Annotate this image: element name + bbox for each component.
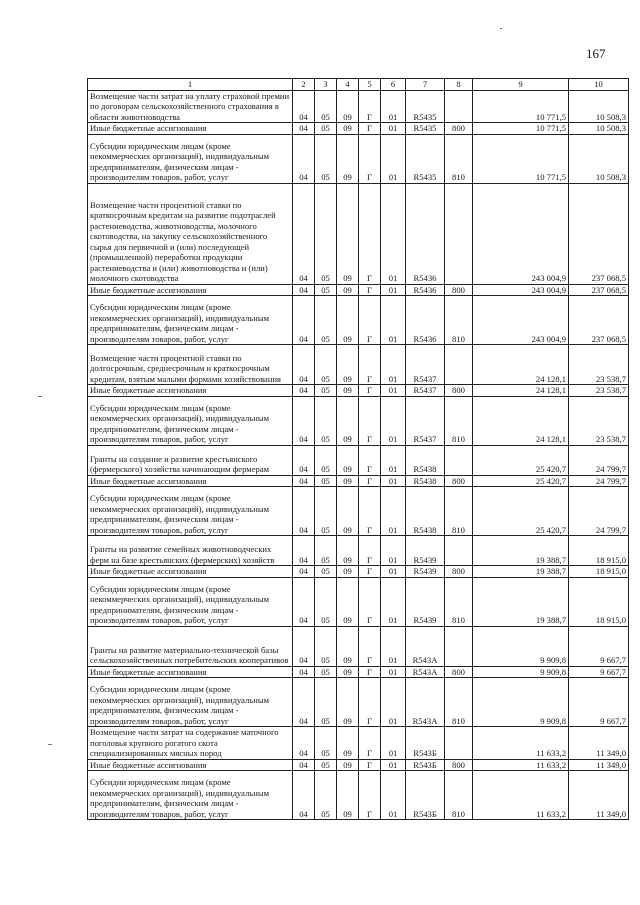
- cell-section: 04: [293, 487, 315, 536]
- row-description: Гранты на создание и развитие крестьянского (фермерского) хозяйства начинающим фермерам: [88, 445, 293, 475]
- header-row: [88, 79, 629, 91]
- row-description: Субсидии юридическим лицам (кроме некоммерческих организаций), индивидуальным предпринимателям, физическим лицам - производителям товаров, работ, услуг: [88, 577, 293, 626]
- cell-expense-type: 800: [445, 759, 473, 771]
- cell-subprogram: Г: [359, 345, 381, 385]
- cell-amount-2019: 9 667,7: [569, 626, 629, 666]
- cell-amount-2019: 24 799,7: [569, 475, 629, 487]
- cell-section: 04: [293, 771, 315, 820]
- cell-amount-2018: 11 633,2: [473, 771, 569, 820]
- cell-event: 01: [381, 296, 406, 345]
- cell-target: R5438: [406, 445, 445, 475]
- cell-program: 09: [337, 566, 359, 578]
- cell-amount-2018: 243 004,9: [473, 296, 569, 345]
- cell-program: 09: [337, 345, 359, 385]
- row-description: Гранты на развитие семейных животноводческих ферм на базе крестьянских (фермерских) хозяйств: [88, 536, 293, 566]
- column-header: 4: [337, 79, 359, 91]
- cell-amount-2018: 9 909,8: [473, 678, 569, 727]
- table-row: [88, 771, 629, 820]
- cell-target: R5439: [406, 536, 445, 566]
- cell-amount-2019: 23 538,7: [569, 385, 629, 397]
- cell-amount-2018: 24 128,1: [473, 345, 569, 385]
- table-row: [88, 487, 629, 536]
- cell-program: 09: [337, 678, 359, 727]
- cell-amount-2019: 10 508,3: [569, 90, 629, 123]
- cell-subprogram: Г: [359, 577, 381, 626]
- column-header: 3: [315, 79, 337, 91]
- cell-section: 04: [293, 385, 315, 397]
- row-description: Возмещение части процентной ставки по краткосрочным кредитам на развитие подотраслей растениеводства, животноводства, молочного скотоводства, на закупку сельскохозяйственного сырья для первичной и (или) последующей (промышленной) переработки продукции растениеводства и (или) животноводства и (или) молочного скотоводства: [88, 183, 293, 284]
- cell-expense-type: 800: [445, 123, 473, 135]
- cell-event: 01: [381, 577, 406, 626]
- cell-amount-2019: 9 667,7: [569, 666, 629, 678]
- cell-amount-2019: 11 349,0: [569, 771, 629, 820]
- cell-amount-2018: 9 909,8: [473, 666, 569, 678]
- row-description: Иные бюджетные ассигнования: [88, 759, 293, 771]
- cell-amount-2019: 23 538,7: [569, 396, 629, 445]
- cell-subsection: 05: [315, 666, 337, 678]
- cell-amount-2018: 10 771,5: [473, 123, 569, 135]
- table-row: [88, 536, 629, 566]
- cell-target: R543Б: [406, 771, 445, 820]
- cell-program: 09: [337, 90, 359, 123]
- column-header: 6: [381, 79, 406, 91]
- cell-expense-type: 800: [445, 385, 473, 397]
- table-row: [88, 577, 629, 626]
- cell-program: 09: [337, 759, 359, 771]
- row-description: Субсидии юридическим лицам (кроме некоммерческих организаций), индивидуальным предпринимателям, физическим лицам - производителям товаров, работ, услуг: [88, 296, 293, 345]
- cell-subprogram: Г: [359, 566, 381, 578]
- cell-subprogram: Г: [359, 759, 381, 771]
- cell-amount-2018: 25 420,7: [473, 487, 569, 536]
- cell-expense-type: [445, 626, 473, 666]
- cell-section: 04: [293, 577, 315, 626]
- cell-amount-2018: 19 388,7: [473, 577, 569, 626]
- row-description: Субсидии юридическим лицам (кроме некоммерческих организаций), индивидуальным предпринимателям, физическим лицам - производителям товаров, работ, услуг: [88, 487, 293, 536]
- cell-event: 01: [381, 536, 406, 566]
- cell-subsection: 05: [315, 396, 337, 445]
- cell-event: 01: [381, 475, 406, 487]
- row-description: Возмещение части процентной ставки по долгосрочным, среднесрочным и краткосрочным кредитам, взятым малыми формами хозяйствования: [88, 345, 293, 385]
- cell-program: 09: [337, 475, 359, 487]
- cell-program: 09: [337, 536, 359, 566]
- column-header: 2: [293, 79, 315, 91]
- cell-amount-2019: 24 799,7: [569, 445, 629, 475]
- cell-subprogram: Г: [359, 134, 381, 183]
- cell-expense-type: [445, 536, 473, 566]
- cell-amount-2019: 24 799,7: [569, 487, 629, 536]
- cell-amount-2018: 243 004,9: [473, 183, 569, 284]
- column-header: 7: [406, 79, 445, 91]
- cell-subprogram: Г: [359, 123, 381, 135]
- scan-mark: [38, 396, 42, 397]
- cell-subsection: 05: [315, 134, 337, 183]
- cell-expense-type: 810: [445, 396, 473, 445]
- cell-program: 09: [337, 727, 359, 760]
- cell-subsection: 05: [315, 487, 337, 536]
- table-row: [88, 385, 629, 397]
- cell-event: 01: [381, 183, 406, 284]
- cell-program: 09: [337, 284, 359, 296]
- cell-event: 01: [381, 345, 406, 385]
- cell-expense-type: 800: [445, 284, 473, 296]
- cell-subsection: 05: [315, 771, 337, 820]
- cell-target: R5439: [406, 577, 445, 626]
- cell-amount-2018: 10 771,5: [473, 134, 569, 183]
- cell-amount-2018: 25 420,7: [473, 475, 569, 487]
- cell-section: 04: [293, 666, 315, 678]
- cell-subprogram: Г: [359, 626, 381, 666]
- cell-target: R543Б: [406, 759, 445, 771]
- cell-target: R5435: [406, 134, 445, 183]
- row-description: Субсидии юридическим лицам (кроме некоммерческих организаций), индивидуальным предпринимателям, физическим лицам - производителям товаров, работ, услуг: [88, 678, 293, 727]
- table-row: [88, 475, 629, 487]
- cell-event: 01: [381, 727, 406, 760]
- cell-expense-type: 800: [445, 666, 473, 678]
- cell-section: 04: [293, 475, 315, 487]
- cell-program: 09: [337, 577, 359, 626]
- cell-amount-2018: 24 128,1: [473, 396, 569, 445]
- row-description: Иные бюджетные ассигнования: [88, 284, 293, 296]
- row-description: Субсидии юридическим лицам (кроме некоммерческих организаций), индивидуальным предпринимателям, физическим лицам - производителям товаров, работ, услуг: [88, 134, 293, 183]
- cell-amount-2019: 237 068,5: [569, 284, 629, 296]
- cell-amount-2018: 10 771,5: [473, 90, 569, 123]
- cell-program: 09: [337, 487, 359, 536]
- row-description: Возмещение части затрат на содержание маточного поголовья крупного рогатого скота специализированных мясных пород: [88, 727, 293, 760]
- cell-expense-type: 810: [445, 487, 473, 536]
- cell-section: 04: [293, 134, 315, 183]
- row-description: Возмещение части затрат на уплату страховой премии по договорам сельскохозяйственного страхования в области животноводства: [88, 90, 293, 123]
- table-row: [88, 296, 629, 345]
- cell-section: 04: [293, 284, 315, 296]
- cell-subsection: 05: [315, 626, 337, 666]
- cell-amount-2019: 10 508,3: [569, 123, 629, 135]
- cell-subprogram: Г: [359, 385, 381, 397]
- cell-target: R5436: [406, 183, 445, 284]
- cell-subsection: 05: [315, 90, 337, 123]
- table-row: [88, 396, 629, 445]
- cell-event: 01: [381, 385, 406, 397]
- cell-section: 04: [293, 396, 315, 445]
- cell-target: R543Б: [406, 727, 445, 760]
- cell-amount-2019: 11 349,0: [569, 759, 629, 771]
- cell-amount-2018: 25 420,7: [473, 445, 569, 475]
- cell-event: 01: [381, 666, 406, 678]
- table-body: [88, 90, 629, 820]
- cell-event: 01: [381, 771, 406, 820]
- cell-subprogram: Г: [359, 284, 381, 296]
- cell-target: R5435: [406, 90, 445, 123]
- cell-program: 09: [337, 396, 359, 445]
- cell-amount-2018: 11 633,2: [473, 727, 569, 760]
- cell-event: 01: [381, 487, 406, 536]
- cell-target: R543А: [406, 666, 445, 678]
- cell-subprogram: Г: [359, 90, 381, 123]
- table-row: [88, 123, 629, 135]
- cell-target: R5438: [406, 487, 445, 536]
- cell-amount-2018: 9 909,8: [473, 626, 569, 666]
- table-row: [88, 678, 629, 727]
- cell-section: 04: [293, 445, 315, 475]
- cell-program: 09: [337, 771, 359, 820]
- column-header: 5: [359, 79, 381, 91]
- cell-section: 04: [293, 183, 315, 284]
- cell-expense-type: 800: [445, 566, 473, 578]
- cell-event: 01: [381, 445, 406, 475]
- cell-subsection: 05: [315, 345, 337, 385]
- table-row: [88, 666, 629, 678]
- cell-event: 01: [381, 90, 406, 123]
- cell-amount-2018: 19 388,7: [473, 566, 569, 578]
- cell-amount-2019: 23 538,7: [569, 345, 629, 385]
- table-row: [88, 284, 629, 296]
- table-row: [88, 759, 629, 771]
- cell-subsection: 05: [315, 536, 337, 566]
- cell-target: R5438: [406, 475, 445, 487]
- cell-subprogram: Г: [359, 396, 381, 445]
- row-description: Гранты на развитие материально-технической базы сельскохозяйственных потребительских кооперативов: [88, 626, 293, 666]
- cell-expense-type: 810: [445, 134, 473, 183]
- cell-amount-2019: 237 068,5: [569, 183, 629, 284]
- cell-amount-2019: 18 915,0: [569, 566, 629, 578]
- cell-target: R5436: [406, 296, 445, 345]
- cell-event: 01: [381, 678, 406, 727]
- cell-expense-type: 810: [445, 771, 473, 820]
- cell-expense-type: 810: [445, 296, 473, 345]
- cell-event: 01: [381, 123, 406, 135]
- cell-section: 04: [293, 626, 315, 666]
- cell-amount-2019: 18 915,0: [569, 536, 629, 566]
- cell-subprogram: Г: [359, 678, 381, 727]
- cell-program: 09: [337, 183, 359, 284]
- column-header: 8: [445, 79, 473, 91]
- cell-subsection: 05: [315, 759, 337, 771]
- cell-program: 09: [337, 445, 359, 475]
- cell-event: 01: [381, 284, 406, 296]
- cell-section: 04: [293, 536, 315, 566]
- cell-subsection: 05: [315, 566, 337, 578]
- cell-section: 04: [293, 759, 315, 771]
- cell-target: R5437: [406, 385, 445, 397]
- cell-expense-type: [445, 445, 473, 475]
- column-header: 1: [88, 79, 293, 91]
- cell-target: R5439: [406, 566, 445, 578]
- cell-subprogram: Г: [359, 296, 381, 345]
- scan-mark: [48, 744, 52, 745]
- cell-subprogram: Г: [359, 475, 381, 487]
- budget-table: [87, 78, 629, 820]
- row-description: Субсидии юридическим лицам (кроме некоммерческих организаций), индивидуальным предпринимателям, физическим лицам - производителям товаров, работ, услуг: [88, 771, 293, 820]
- scan-mark: [500, 28, 502, 29]
- cell-subsection: 05: [315, 475, 337, 487]
- cell-amount-2019: 11 349,0: [569, 727, 629, 760]
- cell-event: 01: [381, 626, 406, 666]
- row-description: Иные бюджетные ассигнования: [88, 475, 293, 487]
- cell-expense-type: 810: [445, 678, 473, 727]
- cell-subsection: 05: [315, 577, 337, 626]
- table-row: [88, 345, 629, 385]
- cell-event: 01: [381, 566, 406, 578]
- cell-program: 09: [337, 296, 359, 345]
- cell-amount-2019: 18 915,0: [569, 577, 629, 626]
- cell-target: R543А: [406, 678, 445, 727]
- page-number: 167: [586, 46, 606, 61]
- cell-subsection: 05: [315, 445, 337, 475]
- cell-program: 09: [337, 666, 359, 678]
- table-row: [88, 134, 629, 183]
- cell-subsection: 05: [315, 385, 337, 397]
- row-description: Субсидии юридическим лицам (кроме некоммерческих организаций), индивидуальным предпринимателям, физическим лицам - производителям товаров, работ, услуг: [88, 396, 293, 445]
- table-row: [88, 445, 629, 475]
- cell-section: 04: [293, 345, 315, 385]
- cell-expense-type: [445, 183, 473, 284]
- cell-subsection: 05: [315, 727, 337, 760]
- cell-program: 09: [337, 626, 359, 666]
- cell-amount-2018: 24 128,1: [473, 385, 569, 397]
- cell-expense-type: [445, 727, 473, 760]
- cell-event: 01: [381, 134, 406, 183]
- row-description: Иные бюджетные ассигнования: [88, 385, 293, 397]
- cell-section: 04: [293, 727, 315, 760]
- cell-subprogram: Г: [359, 771, 381, 820]
- cell-subsection: 05: [315, 284, 337, 296]
- cell-program: 09: [337, 123, 359, 135]
- cell-event: 01: [381, 759, 406, 771]
- cell-section: 04: [293, 296, 315, 345]
- cell-expense-type: [445, 345, 473, 385]
- cell-section: 04: [293, 678, 315, 727]
- cell-expense-type: 810: [445, 577, 473, 626]
- cell-subsection: 05: [315, 183, 337, 284]
- cell-section: 04: [293, 566, 315, 578]
- cell-subprogram: Г: [359, 536, 381, 566]
- cell-amount-2019: 9 667,7: [569, 678, 629, 727]
- row-description: Иные бюджетные ассигнования: [88, 666, 293, 678]
- cell-subprogram: Г: [359, 666, 381, 678]
- table-row: [88, 566, 629, 578]
- table-row: [88, 626, 629, 666]
- table-row: [88, 727, 629, 760]
- cell-subsection: 05: [315, 296, 337, 345]
- cell-subprogram: Г: [359, 487, 381, 536]
- cell-subprogram: Г: [359, 727, 381, 760]
- cell-program: 09: [337, 134, 359, 183]
- cell-target: R5436: [406, 284, 445, 296]
- cell-amount-2018: 11 633,2: [473, 759, 569, 771]
- cell-section: 04: [293, 123, 315, 135]
- cell-subsection: 05: [315, 123, 337, 135]
- cell-amount-2019: 237 068,5: [569, 296, 629, 345]
- cell-program: 09: [337, 385, 359, 397]
- cell-target: R5437: [406, 345, 445, 385]
- row-description: Иные бюджетные ассигнования: [88, 123, 293, 135]
- cell-amount-2018: 243 004,9: [473, 284, 569, 296]
- cell-target: R543А: [406, 626, 445, 666]
- cell-target: R5437: [406, 396, 445, 445]
- column-header: 9: [473, 79, 569, 91]
- cell-target: R5435: [406, 123, 445, 135]
- cell-subprogram: Г: [359, 183, 381, 284]
- row-description: Иные бюджетные ассигнования: [88, 566, 293, 578]
- column-header: 10: [569, 79, 629, 91]
- cell-event: 01: [381, 396, 406, 445]
- cell-expense-type: 800: [445, 475, 473, 487]
- cell-section: 04: [293, 90, 315, 123]
- table-header: [88, 79, 629, 91]
- cell-expense-type: [445, 90, 473, 123]
- cell-subsection: 05: [315, 678, 337, 727]
- table-row: [88, 183, 629, 284]
- cell-subprogram: Г: [359, 445, 381, 475]
- cell-amount-2018: 19 388,7: [473, 536, 569, 566]
- table-row: [88, 90, 629, 123]
- cell-amount-2019: 10 508,3: [569, 134, 629, 183]
